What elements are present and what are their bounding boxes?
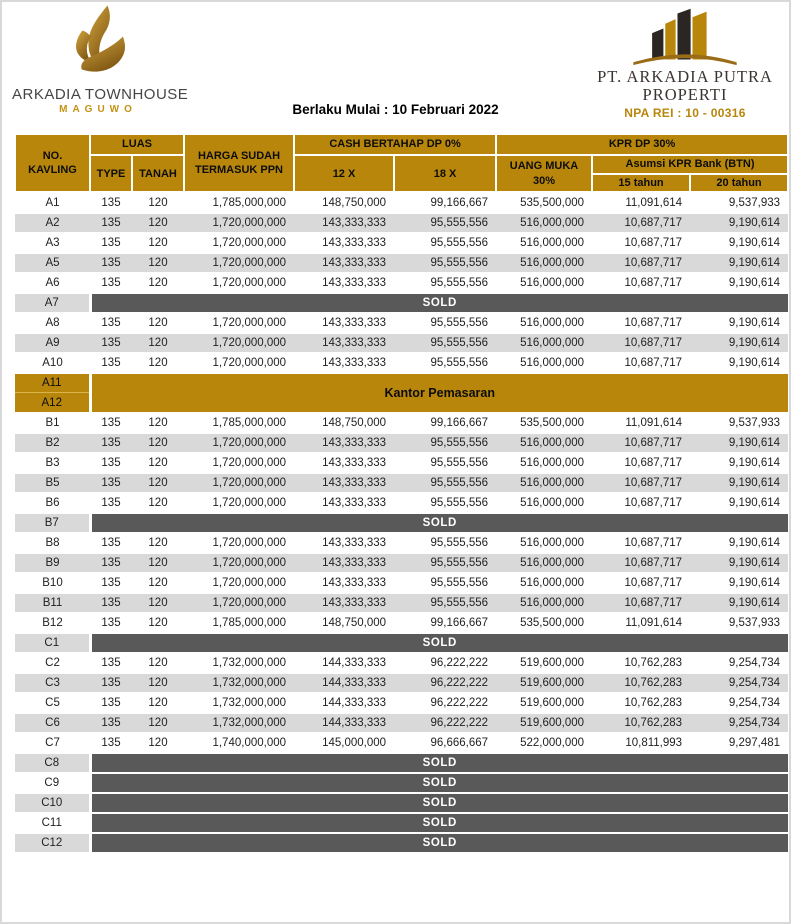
kpr-15-tahun-cell: 10,762,283 bbox=[592, 713, 690, 733]
harga-cell: 1,732,000,000 bbox=[184, 673, 294, 693]
price-row bbox=[15, 213, 788, 233]
harga-cell: 1,720,000,000 bbox=[184, 313, 294, 333]
harga-cell: 1,720,000,000 bbox=[184, 533, 294, 553]
cash-18x-cell: 95,555,556 bbox=[394, 453, 496, 473]
sold-banner: SOLD bbox=[90, 293, 788, 313]
uang-muka-cell: 522,000,000 bbox=[496, 733, 592, 753]
arkadia-putra-properti-logo bbox=[585, 5, 785, 120]
kpr-20-tahun-cell: 9,190,614 bbox=[690, 233, 788, 253]
cash-12x-cell: 143,333,333 bbox=[294, 353, 394, 373]
kpr-20-tahun-cell: 9,190,614 bbox=[690, 313, 788, 333]
cash-18x-cell: 99,166,667 bbox=[394, 193, 496, 213]
company-name-line1: PT. ARKADIA PUTRA bbox=[597, 67, 773, 86]
cash-18x-cell: 96,666,667 bbox=[394, 733, 496, 753]
price-row bbox=[15, 313, 788, 333]
tanah-cell: 120 bbox=[132, 653, 184, 673]
price-row bbox=[15, 273, 788, 293]
cash-12x-cell: 143,333,333 bbox=[294, 433, 394, 453]
tanah-cell: 120 bbox=[132, 253, 184, 273]
harga-cell: 1,720,000,000 bbox=[184, 253, 294, 273]
npa-registration-label: NPA REI : 10 - 00316 bbox=[624, 106, 746, 121]
uang-muka-cell: 516,000,000 bbox=[496, 273, 592, 293]
price-row bbox=[15, 453, 788, 473]
kavling-cell: C5 bbox=[15, 693, 90, 713]
price-table-body bbox=[15, 193, 788, 853]
col-header-harga: HARGA SUDAH TERMASUK PPN bbox=[184, 134, 294, 193]
kpr-15-tahun-cell: 10,762,283 bbox=[592, 693, 690, 713]
kpr-20-tahun-cell: 9,190,614 bbox=[690, 573, 788, 593]
kpr-15-tahun-cell: 10,687,717 bbox=[592, 473, 690, 493]
price-table bbox=[14, 133, 789, 854]
uang-muka-cell: 516,000,000 bbox=[496, 313, 592, 333]
cash-12x-cell: 143,333,333 bbox=[294, 533, 394, 553]
cash-12x-cell: 148,750,000 bbox=[294, 413, 394, 433]
kpr-15-tahun-cell: 10,687,717 bbox=[592, 333, 690, 353]
col-header-type: TYPE bbox=[90, 155, 132, 193]
price-row bbox=[15, 653, 788, 673]
tanah-cell: 120 bbox=[132, 693, 184, 713]
kavling-cell: A12 bbox=[15, 393, 90, 413]
kavling-cell: A2 bbox=[15, 213, 90, 233]
type-cell: 135 bbox=[90, 333, 132, 353]
tanah-cell: 120 bbox=[132, 233, 184, 253]
tanah-cell: 120 bbox=[132, 533, 184, 553]
tanah-cell: 120 bbox=[132, 193, 184, 213]
kavling-cell: C3 bbox=[15, 673, 90, 693]
cash-18x-cell: 95,555,556 bbox=[394, 233, 496, 253]
cash-12x-cell: 143,333,333 bbox=[294, 593, 394, 613]
kavling-cell: C11 bbox=[15, 813, 90, 833]
cash-18x-cell: 96,222,222 bbox=[394, 713, 496, 733]
uang-muka-cell: 516,000,000 bbox=[496, 473, 592, 493]
kpr-20-tahun-cell: 9,190,614 bbox=[690, 213, 788, 233]
uang-muka-cell: 535,500,000 bbox=[496, 613, 592, 633]
price-row bbox=[15, 353, 788, 373]
cash-18x-cell: 96,222,222 bbox=[394, 673, 496, 693]
type-cell: 135 bbox=[90, 593, 132, 613]
price-table-header bbox=[15, 134, 788, 193]
tanah-cell: 120 bbox=[132, 273, 184, 293]
tanah-cell: 120 bbox=[132, 453, 184, 473]
price-row bbox=[15, 193, 788, 213]
kavling-cell: B3 bbox=[15, 453, 90, 473]
cash-12x-cell: 144,333,333 bbox=[294, 693, 394, 713]
left-logo-subtitle: MAGUWO bbox=[59, 104, 137, 115]
kpr-15-tahun-cell: 10,811,993 bbox=[592, 733, 690, 753]
buildings-logo-icon bbox=[621, 5, 749, 67]
cash-18x-cell: 95,555,556 bbox=[394, 333, 496, 353]
harga-cell: 1,720,000,000 bbox=[184, 473, 294, 493]
sold-row bbox=[15, 833, 788, 853]
col-header-12x: 12 X bbox=[294, 155, 394, 193]
uang-muka-cell: 516,000,000 bbox=[496, 553, 592, 573]
cash-12x-cell: 143,333,333 bbox=[294, 553, 394, 573]
harga-cell: 1,720,000,000 bbox=[184, 453, 294, 473]
harga-cell: 1,785,000,000 bbox=[184, 613, 294, 633]
price-row bbox=[15, 533, 788, 553]
cash-12x-cell: 143,333,333 bbox=[294, 313, 394, 333]
kpr-20-tahun-cell: 9,190,614 bbox=[690, 553, 788, 573]
kpr-20-tahun-cell: 9,190,614 bbox=[690, 493, 788, 513]
kavling-cell: B12 bbox=[15, 613, 90, 633]
harga-cell: 1,720,000,000 bbox=[184, 593, 294, 613]
kavling-cell: A1 bbox=[15, 193, 90, 213]
sold-banner: SOLD bbox=[90, 813, 788, 833]
type-cell: 135 bbox=[90, 693, 132, 713]
cash-18x-cell: 95,555,556 bbox=[394, 353, 496, 373]
col-header-asumsi-kpr: Asumsi KPR Bank (BTN) bbox=[592, 155, 788, 174]
cash-18x-cell: 96,222,222 bbox=[394, 693, 496, 713]
tanah-cell: 120 bbox=[132, 573, 184, 593]
price-row bbox=[15, 493, 788, 513]
col-header-no-kavling: NO. KAVLING bbox=[15, 134, 90, 193]
col-header-cash-bertahap: CASH BERTAHAP DP 0% bbox=[294, 134, 496, 155]
kpr-15-tahun-cell: 11,091,614 bbox=[592, 193, 690, 213]
kpr-15-tahun-cell: 10,687,717 bbox=[592, 433, 690, 453]
cash-18x-cell: 95,555,556 bbox=[394, 573, 496, 593]
col-header-tanah: TANAH bbox=[132, 155, 184, 193]
cash-18x-cell: 96,222,222 bbox=[394, 653, 496, 673]
kpr-20-tahun-cell: 9,190,614 bbox=[690, 353, 788, 373]
cash-18x-cell: 95,555,556 bbox=[394, 253, 496, 273]
cash-12x-cell: 143,333,333 bbox=[294, 233, 394, 253]
harga-cell: 1,720,000,000 bbox=[184, 573, 294, 593]
cash-12x-cell: 144,333,333 bbox=[294, 713, 394, 733]
kpr-20-tahun-cell: 9,254,734 bbox=[690, 713, 788, 733]
cash-12x-cell: 144,333,333 bbox=[294, 653, 394, 673]
type-cell: 135 bbox=[90, 313, 132, 333]
kavling-cell: C10 bbox=[15, 793, 90, 813]
kpr-20-tahun-cell: 9,254,734 bbox=[690, 673, 788, 693]
tanah-cell: 120 bbox=[132, 613, 184, 633]
uang-muka-cell: 519,600,000 bbox=[496, 653, 592, 673]
kpr-20-tahun-cell: 9,190,614 bbox=[690, 333, 788, 353]
kpr-20-tahun-cell: 9,537,933 bbox=[690, 613, 788, 633]
tanah-cell: 120 bbox=[132, 673, 184, 693]
type-cell: 135 bbox=[90, 253, 132, 273]
kavling-cell: B6 bbox=[15, 493, 90, 513]
type-cell: 135 bbox=[90, 453, 132, 473]
col-header-luas: LUAS bbox=[90, 134, 184, 155]
sold-row bbox=[15, 633, 788, 653]
kpr-15-tahun-cell: 10,687,717 bbox=[592, 553, 690, 573]
kavling-cell: A6 bbox=[15, 273, 90, 293]
uang-muka-cell: 516,000,000 bbox=[496, 573, 592, 593]
harga-cell: 1,720,000,000 bbox=[184, 493, 294, 513]
company-name-line2: PROPERTI bbox=[642, 85, 728, 105]
price-row bbox=[15, 693, 788, 713]
kavling-cell: B10 bbox=[15, 573, 90, 593]
kpr-15-tahun-cell: 10,687,717 bbox=[592, 253, 690, 273]
kpr-20-tahun-cell: 9,190,614 bbox=[690, 433, 788, 453]
tanah-cell: 120 bbox=[132, 353, 184, 373]
sold-row bbox=[15, 773, 788, 793]
kavling-cell: C1 bbox=[15, 633, 90, 653]
kpr-20-tahun-cell: 9,254,734 bbox=[690, 653, 788, 673]
kpr-20-tahun-cell: 9,297,481 bbox=[690, 733, 788, 753]
office-row bbox=[15, 373, 788, 393]
harga-cell: 1,720,000,000 bbox=[184, 433, 294, 453]
type-cell: 135 bbox=[90, 413, 132, 433]
sold-banner: SOLD bbox=[90, 773, 788, 793]
kpr-15-tahun-cell: 10,687,717 bbox=[592, 493, 690, 513]
uang-muka-cell: 516,000,000 bbox=[496, 453, 592, 473]
sold-row bbox=[15, 813, 788, 833]
kpr-20-tahun-cell: 9,190,614 bbox=[690, 253, 788, 273]
uang-muka-cell: 516,000,000 bbox=[496, 333, 592, 353]
harga-cell: 1,732,000,000 bbox=[184, 713, 294, 733]
harga-cell: 1,720,000,000 bbox=[184, 273, 294, 293]
uang-muka-cell: 516,000,000 bbox=[496, 533, 592, 553]
kavling-cell: B2 bbox=[15, 433, 90, 453]
price-row bbox=[15, 433, 788, 453]
type-cell: 135 bbox=[90, 433, 132, 453]
kavling-cell: B8 bbox=[15, 533, 90, 553]
price-row bbox=[15, 573, 788, 593]
price-row bbox=[15, 413, 788, 433]
type-cell: 135 bbox=[90, 273, 132, 293]
harga-cell: 1,720,000,000 bbox=[184, 553, 294, 573]
sold-row bbox=[15, 513, 788, 533]
cash-18x-cell: 95,555,556 bbox=[394, 213, 496, 233]
uang-muka-cell: 535,500,000 bbox=[496, 193, 592, 213]
kpr-20-tahun-cell: 9,190,614 bbox=[690, 453, 788, 473]
kpr-15-tahun-cell: 10,687,717 bbox=[592, 213, 690, 233]
tanah-cell: 120 bbox=[132, 213, 184, 233]
page-banner bbox=[2, 2, 789, 133]
tanah-cell: 120 bbox=[132, 413, 184, 433]
tanah-cell: 120 bbox=[132, 733, 184, 753]
cash-18x-cell: 95,555,556 bbox=[394, 593, 496, 613]
type-cell: 135 bbox=[90, 553, 132, 573]
uang-muka-cell: 519,600,000 bbox=[496, 673, 592, 693]
type-cell: 135 bbox=[90, 733, 132, 753]
price-row bbox=[15, 233, 788, 253]
kavling-cell: A9 bbox=[15, 333, 90, 353]
type-cell: 135 bbox=[90, 493, 132, 513]
harga-cell: 1,720,000,000 bbox=[184, 233, 294, 253]
harga-cell: 1,720,000,000 bbox=[184, 213, 294, 233]
sold-row bbox=[15, 753, 788, 773]
type-cell: 135 bbox=[90, 353, 132, 373]
kavling-cell: B11 bbox=[15, 593, 90, 613]
uang-muka-cell: 519,600,000 bbox=[496, 693, 592, 713]
cash-12x-cell: 148,750,000 bbox=[294, 193, 394, 213]
price-row bbox=[15, 613, 788, 633]
cash-12x-cell: 145,000,000 bbox=[294, 733, 394, 753]
tanah-cell: 120 bbox=[132, 333, 184, 353]
kavling-cell: A8 bbox=[15, 313, 90, 333]
harga-cell: 1,785,000,000 bbox=[184, 413, 294, 433]
cash-12x-cell: 148,750,000 bbox=[294, 613, 394, 633]
kpr-15-tahun-cell: 10,687,717 bbox=[592, 453, 690, 473]
uang-muka-cell: 516,000,000 bbox=[496, 213, 592, 233]
kpr-20-tahun-cell: 9,190,614 bbox=[690, 273, 788, 293]
kavling-cell: C8 bbox=[15, 753, 90, 773]
uang-muka-cell: 516,000,000 bbox=[496, 353, 592, 373]
tanah-cell: 120 bbox=[132, 473, 184, 493]
col-header-kpr: KPR DP 30% bbox=[496, 134, 788, 155]
kpr-15-tahun-cell: 10,762,283 bbox=[592, 673, 690, 693]
kavling-cell: A10 bbox=[15, 353, 90, 373]
tanah-cell: 120 bbox=[132, 433, 184, 453]
col-header-20-tahun: 20 tahun bbox=[690, 174, 788, 193]
cash-18x-cell: 95,555,556 bbox=[394, 273, 496, 293]
type-cell: 135 bbox=[90, 193, 132, 213]
kpr-15-tahun-cell: 10,687,717 bbox=[592, 573, 690, 593]
harga-cell: 1,732,000,000 bbox=[184, 693, 294, 713]
col-header-uang-muka: UANG MUKA 30% bbox=[496, 155, 592, 193]
type-cell: 135 bbox=[90, 213, 132, 233]
type-cell: 135 bbox=[90, 233, 132, 253]
kpr-20-tahun-cell: 9,254,734 bbox=[690, 693, 788, 713]
harga-cell: 1,720,000,000 bbox=[184, 333, 294, 353]
price-row bbox=[15, 473, 788, 493]
kavling-cell: B5 bbox=[15, 473, 90, 493]
kpr-20-tahun-cell: 9,190,614 bbox=[690, 593, 788, 613]
price-row bbox=[15, 673, 788, 693]
type-cell: 135 bbox=[90, 533, 132, 553]
kpr-20-tahun-cell: 9,537,933 bbox=[690, 193, 788, 213]
kpr-20-tahun-cell: 9,537,933 bbox=[690, 413, 788, 433]
cash-12x-cell: 143,333,333 bbox=[294, 473, 394, 493]
harga-cell: 1,740,000,000 bbox=[184, 733, 294, 753]
uang-muka-cell: 516,000,000 bbox=[496, 493, 592, 513]
harga-cell: 1,785,000,000 bbox=[184, 193, 294, 213]
price-row bbox=[15, 333, 788, 353]
kpr-15-tahun-cell: 10,762,283 bbox=[592, 653, 690, 673]
sold-banner: SOLD bbox=[90, 513, 788, 533]
col-header-18x: 18 X bbox=[394, 155, 496, 193]
price-row bbox=[15, 553, 788, 573]
kpr-15-tahun-cell: 10,687,717 bbox=[592, 353, 690, 373]
type-cell: 135 bbox=[90, 653, 132, 673]
kavling-cell: C12 bbox=[15, 833, 90, 853]
tanah-cell: 120 bbox=[132, 593, 184, 613]
arkadia-townhouse-logo bbox=[12, 4, 189, 115]
left-logo-title: ARKADIA TOWNHOUSE bbox=[12, 86, 189, 103]
kpr-15-tahun-cell: 10,687,717 bbox=[592, 533, 690, 553]
sold-banner: SOLD bbox=[90, 753, 788, 773]
uang-muka-cell: 516,000,000 bbox=[496, 593, 592, 613]
kavling-cell: B7 bbox=[15, 513, 90, 533]
right-logo-company-name bbox=[585, 68, 785, 104]
cash-12x-cell: 143,333,333 bbox=[294, 573, 394, 593]
price-row bbox=[15, 713, 788, 733]
cash-18x-cell: 95,555,556 bbox=[394, 473, 496, 493]
kavling-cell: A3 bbox=[15, 233, 90, 253]
cash-18x-cell: 99,166,667 bbox=[394, 413, 496, 433]
tanah-cell: 120 bbox=[132, 493, 184, 513]
cash-12x-cell: 143,333,333 bbox=[294, 453, 394, 473]
cash-18x-cell: 95,555,556 bbox=[394, 433, 496, 453]
cash-12x-cell: 143,333,333 bbox=[294, 493, 394, 513]
uang-muka-cell: 519,600,000 bbox=[496, 713, 592, 733]
cash-18x-cell: 99,166,667 bbox=[394, 613, 496, 633]
kavling-cell: C6 bbox=[15, 713, 90, 733]
cash-12x-cell: 143,333,333 bbox=[294, 273, 394, 293]
cash-18x-cell: 95,555,556 bbox=[394, 313, 496, 333]
price-row bbox=[15, 253, 788, 273]
sold-row bbox=[15, 793, 788, 813]
cash-12x-cell: 143,333,333 bbox=[294, 333, 394, 353]
kpr-15-tahun-cell: 11,091,614 bbox=[592, 613, 690, 633]
cash-12x-cell: 144,333,333 bbox=[294, 673, 394, 693]
kavling-cell: B9 bbox=[15, 553, 90, 573]
type-cell: 135 bbox=[90, 573, 132, 593]
kpr-15-tahun-cell: 11,091,614 bbox=[592, 413, 690, 433]
tanah-cell: 120 bbox=[132, 713, 184, 733]
price-row bbox=[15, 593, 788, 613]
sold-banner: SOLD bbox=[90, 793, 788, 813]
harga-cell: 1,720,000,000 bbox=[184, 353, 294, 373]
tanah-cell: 120 bbox=[132, 553, 184, 573]
type-cell: 135 bbox=[90, 473, 132, 493]
kavling-cell: C2 bbox=[15, 653, 90, 673]
effective-date-label: Berlaku Mulai : 10 Februari 2022 bbox=[292, 102, 499, 117]
kpr-15-tahun-cell: 10,687,717 bbox=[592, 273, 690, 293]
kpr-20-tahun-cell: 9,190,614 bbox=[690, 533, 788, 553]
tanah-cell: 120 bbox=[132, 313, 184, 333]
kpr-15-tahun-cell: 10,687,717 bbox=[592, 233, 690, 253]
uang-muka-cell: 516,000,000 bbox=[496, 253, 592, 273]
kavling-cell: A5 bbox=[15, 253, 90, 273]
uang-muka-cell: 516,000,000 bbox=[496, 233, 592, 253]
harga-cell: 1,732,000,000 bbox=[184, 653, 294, 673]
kavling-cell: B1 bbox=[15, 413, 90, 433]
uang-muka-cell: 516,000,000 bbox=[496, 433, 592, 453]
cash-12x-cell: 143,333,333 bbox=[294, 213, 394, 233]
cash-18x-cell: 95,555,556 bbox=[394, 533, 496, 553]
sold-row bbox=[15, 293, 788, 313]
type-cell: 135 bbox=[90, 673, 132, 693]
kpr-15-tahun-cell: 10,687,717 bbox=[592, 313, 690, 333]
kavling-cell: C7 bbox=[15, 733, 90, 753]
flame-logo-icon bbox=[59, 4, 137, 88]
col-header-15-tahun: 15 tahun bbox=[592, 174, 690, 193]
office-banner: Kantor Pemasaran bbox=[90, 373, 788, 413]
type-cell: 135 bbox=[90, 613, 132, 633]
cash-18x-cell: 95,555,556 bbox=[394, 553, 496, 573]
kpr-20-tahun-cell: 9,190,614 bbox=[690, 473, 788, 493]
kpr-15-tahun-cell: 10,687,717 bbox=[592, 593, 690, 613]
uang-muka-cell: 535,500,000 bbox=[496, 413, 592, 433]
sold-banner: SOLD bbox=[90, 633, 788, 653]
cash-18x-cell: 95,555,556 bbox=[394, 493, 496, 513]
kavling-cell: A11 bbox=[15, 373, 90, 393]
kavling-cell: A7 bbox=[15, 293, 90, 313]
sold-banner: SOLD bbox=[90, 833, 788, 853]
cash-12x-cell: 143,333,333 bbox=[294, 253, 394, 273]
price-row bbox=[15, 733, 788, 753]
type-cell: 135 bbox=[90, 713, 132, 733]
kavling-cell: C9 bbox=[15, 773, 90, 793]
